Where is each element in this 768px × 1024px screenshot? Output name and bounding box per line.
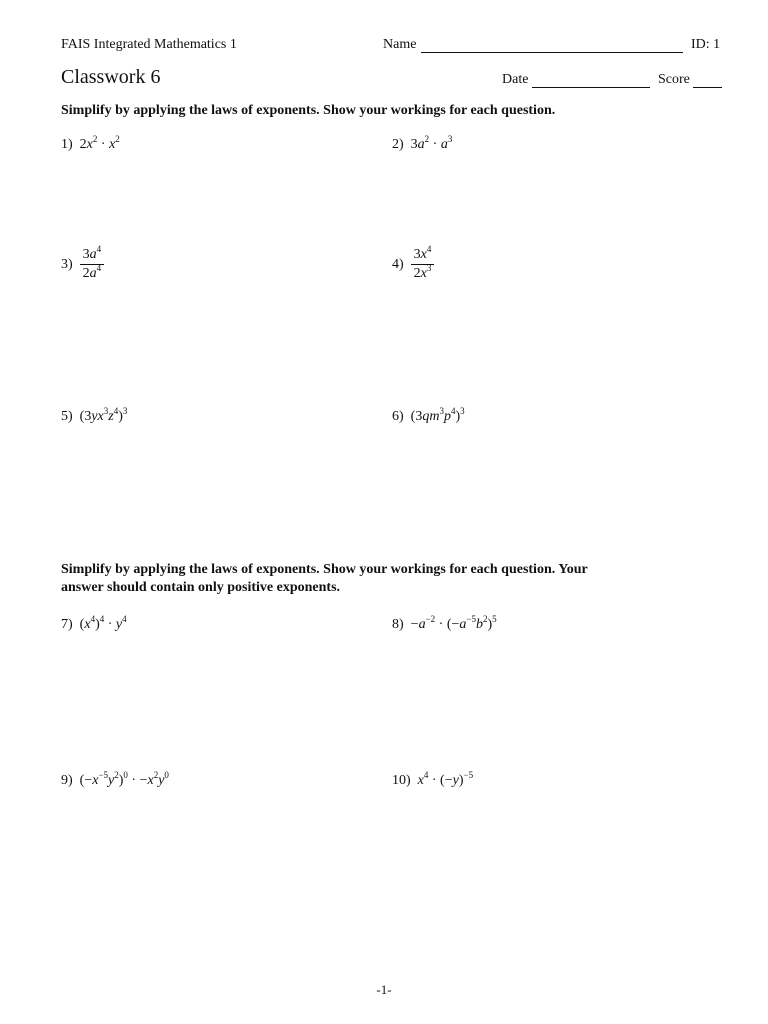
id-label: ID: 1 bbox=[691, 37, 721, 52]
question-number: 9) bbox=[61, 773, 73, 788]
expression: $2x^2 \cdot x^2$ bbox=[79, 134, 120, 152]
question-number: 7) bbox=[61, 617, 73, 632]
question-6 bbox=[392, 406, 465, 425]
question-10 bbox=[392, 770, 474, 789]
score-blank-line[interactable] bbox=[693, 87, 722, 88]
question-number: 1) bbox=[61, 137, 73, 152]
name-label: Name bbox=[383, 37, 417, 52]
question-number: 2) bbox=[392, 137, 404, 152]
question-4 bbox=[392, 244, 434, 282]
page-number: -1- bbox=[376, 982, 392, 997]
question-number: 6) bbox=[392, 409, 404, 424]
expression: $(3qm^3p^4)^3$ bbox=[410, 406, 465, 424]
date-label: Date bbox=[502, 72, 529, 87]
question-5 bbox=[61, 406, 128, 425]
question-1 bbox=[61, 134, 120, 153]
question-number: 5) bbox=[61, 409, 73, 424]
name-blank-line[interactable] bbox=[421, 52, 683, 53]
section2-instructions-line2: answer should contain only positive exponents. bbox=[61, 580, 341, 595]
question-number: 4) bbox=[392, 256, 404, 272]
question-number: 10) bbox=[392, 773, 411, 788]
expression: $x^4 \cdot (-y)^{-5}$ bbox=[417, 770, 474, 788]
fraction: $\frac{3a^4}{2a^4}$ bbox=[80, 247, 105, 282]
question-2 bbox=[392, 134, 453, 153]
question-3 bbox=[61, 244, 104, 282]
question-8 bbox=[392, 614, 497, 633]
course-name: FAIS Integrated Mathematics 1 bbox=[61, 37, 237, 52]
expression: $(-x^{-5}y^2)^0 \cdot -x^2y^0$ bbox=[79, 770, 169, 788]
question-7 bbox=[61, 614, 127, 633]
question-number: 3) bbox=[61, 256, 73, 272]
section2-instructions-line1: Simplify by applying the laws of exponents. Show your workings for each question. Your bbox=[61, 562, 588, 577]
question-number: 8) bbox=[392, 617, 404, 632]
fraction: $\frac{3x^4}{2x^3}$ bbox=[411, 247, 435, 282]
expression: $(3yx^3z^4)^3$ bbox=[79, 406, 128, 424]
expression: $(x^4)^4 \cdot y^4$ bbox=[79, 614, 127, 632]
question-9 bbox=[61, 770, 169, 789]
expression: $3a^2 \cdot a^3$ bbox=[410, 134, 453, 152]
expression: $-a^{-2} \cdot (-a^{-5}b^2)^5$ bbox=[410, 614, 497, 632]
score-label: Score bbox=[658, 72, 690, 87]
date-blank-line[interactable] bbox=[532, 87, 650, 88]
worksheet-title: Classwork 6 bbox=[61, 66, 161, 88]
section1-instructions: Simplify by applying the laws of exponents. Show your workings for each question. bbox=[61, 103, 556, 118]
